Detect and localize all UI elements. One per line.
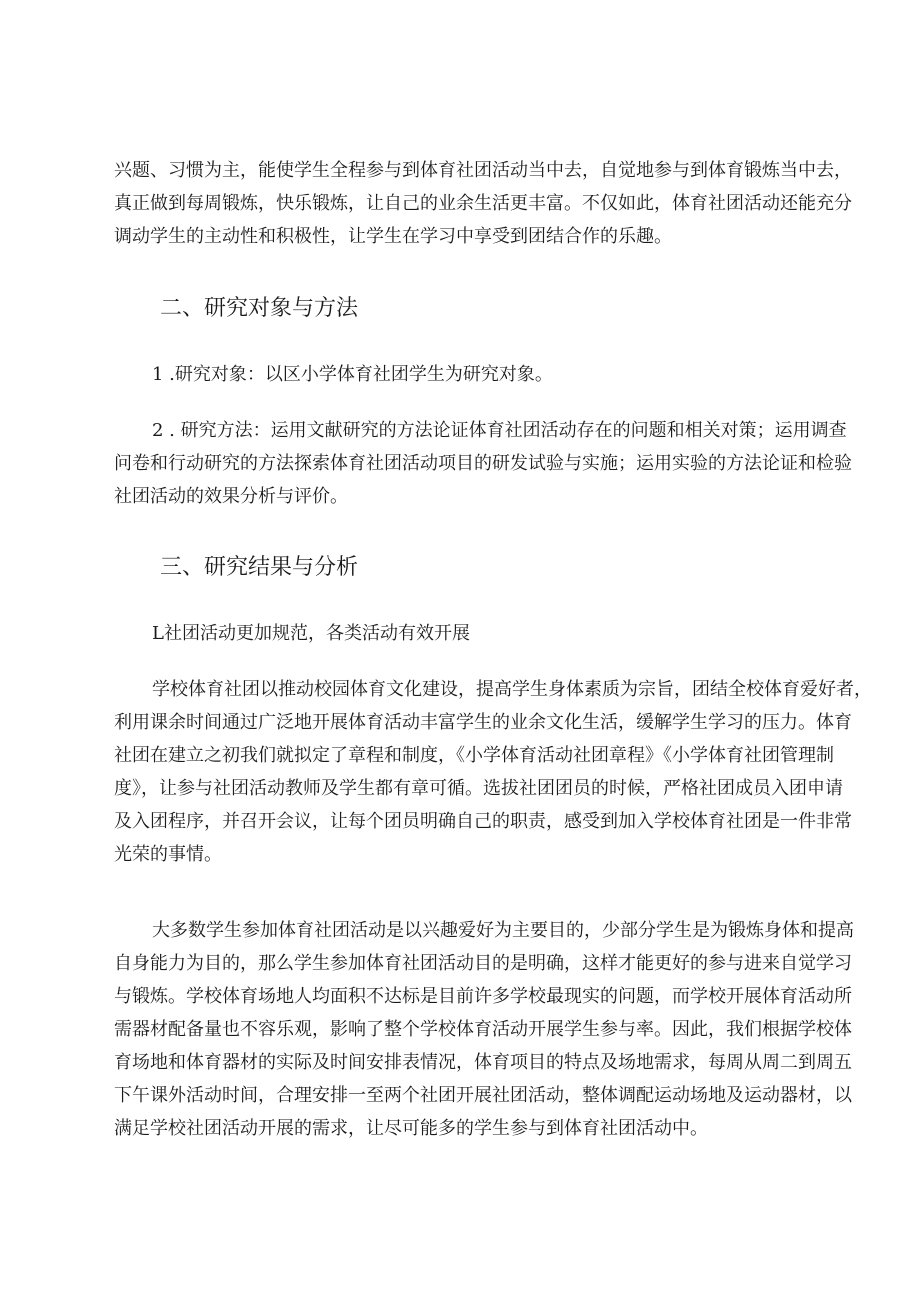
body-paragraph: [114, 914, 854, 1145]
subsection-heading: L社团活动更加规范，各类活动有效开展: [152, 623, 470, 644]
section-heading: 三、研究结果与分析: [160, 555, 359, 580]
text-line: 自身能力为目的，那么学生参加体育社团活动目的是明确，这样才能更好的参与进来自觉学习: [114, 953, 852, 974]
text-line: 下午课外活动时间，合理安排一至两个社团开展社团活动，整体调配运动场地及运动器材，以: [114, 1085, 852, 1106]
text-line: 育场地和体育器材的实际及时间安排表情况，体育项目的特点及场地需求，每周从周二到周五: [114, 1052, 852, 1073]
text-line: 需器材配备量也不容乐观，影响了整个学校体育活动开展学生参与率。因此，我们根据学校体: [114, 1019, 852, 1040]
text-line: 学校体育社团以推动校园体育文化建设，提高学生身体素质为宗旨，团结全校体育爱好者，: [152, 679, 872, 700]
research-method-item: [114, 414, 852, 513]
section-heading: 二、研究对象与方法: [160, 296, 359, 321]
text-line: 光荣的事情。: [114, 844, 222, 865]
text-line: 兴题、习惯为主，能使学生全程参与到体育社团活动当中去，自觉地参与到体育锻炼当中去，: [114, 160, 852, 181]
text-line: 与锻炼。学校体育场地人均面积不达标是目前许多学校最现实的问题，而学校开展体育活动所: [114, 986, 852, 1007]
text-line: 调动学生的主动性和积极性，让学生在学习中享受到团结合作的乐趣。: [114, 226, 672, 247]
text-line: 问卷和行动研究的方法探索体育社团活动项目的研发试验与实施；运用实验的方法论证和检验: [114, 453, 852, 474]
intro-paragraph: [114, 154, 852, 253]
text-line: 满足学校社团活动开展的需求，让尽可能多的学生参与到体育社团活动中。: [114, 1118, 708, 1139]
text-line: 真正做到每周锻炼，快乐锻炼，让自己的业余生活更丰富。不仅如此，体育社团活动还能充分: [114, 193, 852, 214]
text-line: 大多数学生参加体育社团活动是以兴趣爱好为主要目的，少部分学生是为锻炼身体和提高: [152, 920, 854, 941]
body-paragraph: [114, 673, 872, 871]
text-line: 社团在建立之初我们就拟定了章程和制度，《小学体育活动社团章程》《小学体育社团管理制: [114, 745, 834, 766]
research-object-item: 1 .研究对象：以区小学体育社团学生为研究对象。: [152, 364, 553, 385]
text-line: 利用课余时间通过广泛地开展体育活动丰富学生的业余文化生活，缓解学生学习的压力。体育: [114, 712, 852, 733]
text-line: 社团活动的效果分析与评价。: [114, 486, 348, 507]
text-line: 及入团程序，并召开会议，让每个团员明确自己的职责，感受到加入学校体育社团是一件非常: [114, 811, 852, 832]
text-line: 2 . 研究方法：运用文献研究的方法论证体育社团活动存在的问题和相关对策；运用调查: [152, 420, 847, 441]
text-line: 度》，让参与社团活动教师及学生都有章可循。选拔社团团员的时候，严格社团成员入团申请: [114, 778, 843, 799]
